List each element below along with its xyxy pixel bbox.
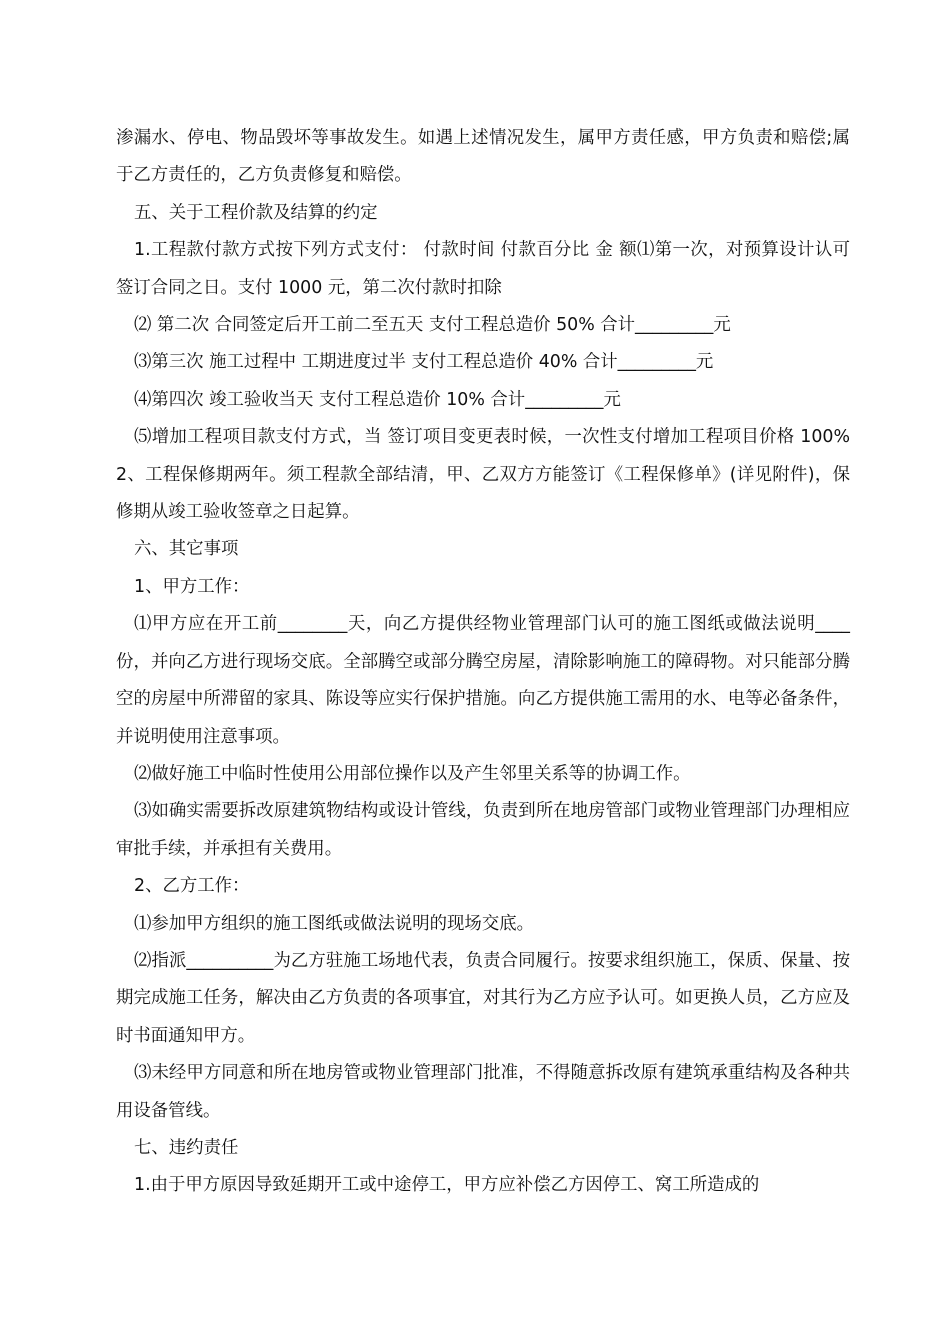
paragraph-party-b-representative: ⑵指派__________为乙方驻施工场地代表，负责合同履行。按要求组织施工，保质、保量、按期完成施工任务，解决由乙方负责的各项事宜，对其行为乙方应予认可。如更换人员，乙方应及时书面通知甲方。 — [116, 950, 850, 1046]
subheading-party-b-work: 2、乙方工作： — [134, 876, 250, 897]
paragraph-second-payment: ⑵ 第二次 合同签定后开工前二至五天 支付工程总造价 50% 合计_________元 — [134, 315, 731, 336]
paragraph-party-b-briefing: ⑴参加甲方组织的施工图纸或做法说明的现场交底。 — [134, 913, 534, 934]
paragraph-third-payment: ⑶第三次 施工过程中 工期进度过半 支付工程总造价 40% 合计_________元 — [134, 352, 714, 373]
paragraph-delay-liability: 1.由于甲方原因导致延期开工或中途停工，甲方应补偿乙方因停工、窝工所造成的 — [134, 1175, 760, 1196]
paragraph-fourth-payment: ⑷第四次 竣工验收当天 支付工程总造价 10% 合计_________元 — [134, 389, 621, 410]
subheading-party-a-work: 1、甲方工作： — [134, 576, 250, 597]
paragraph-payment-method: 1.工程款付款方式按下列方式支付： 付款时间 付款百分比 金 额⑴第一次，对预算设计认可签订合同之日。支付 1000 元，第二次付款时扣除 — [116, 240, 850, 298]
paragraph-party-a-approval: ⑶如确实需要拆改原建筑物结构或设计管线，负责到所在地房管部门或物业管理部门办理相应审批手续，并承担有关费用。 — [116, 801, 850, 859]
document-body — [116, 120, 850, 1205]
section-heading-other-matters: 六、其它事项 — [134, 539, 239, 560]
paragraph-accident-liability: 渗漏水、停电、物品毁坏等事故发生。如遇上述情况发生，属甲方责任感，甲方负责和赔偿;属于乙方责任的，乙方负责修复和赔偿。 — [116, 128, 850, 186]
paragraph-party-a-drawings: ⑴甲方应在开工前________天，向乙方提供经物业管理部门认可的施工图纸或做法说明____份，并向乙方进行现场交底。全部腾空或部分腾空房屋，清除影响施工的障碍物。对只能部分腾空的房屋中所滞留的家具、陈设等应实行保护措施。向乙方提供施工需用的水、电等必备条件，并说明使用注意事项。 — [116, 614, 850, 747]
section-heading-payment: 五、关于工程价款及结算的约定 — [134, 202, 378, 223]
paragraph-party-a-coordination: ⑵做好施工中临时性使用公用部位操作以及产生邻里关系等的协调工作。 — [134, 763, 691, 784]
paragraph-additional-payment: ⑸增加工程项目款支付方式，当 签订项目变更表时候，一次性支付增加工程项目价格 100%2、工程保修期两年。须工程款全部结清，甲、乙双方方能签订《工程保修单》(详见附件)，保修期从竣工验收签章之日起算。 — [116, 427, 850, 523]
paragraph-party-b-restrictions: ⑶未经甲方同意和所在地房管或物业管理部门批准，不得随意拆改原有建筑承重结构及各种共用设备管线。 — [116, 1063, 850, 1121]
section-heading-liability: 七、违约责任 — [134, 1137, 239, 1158]
